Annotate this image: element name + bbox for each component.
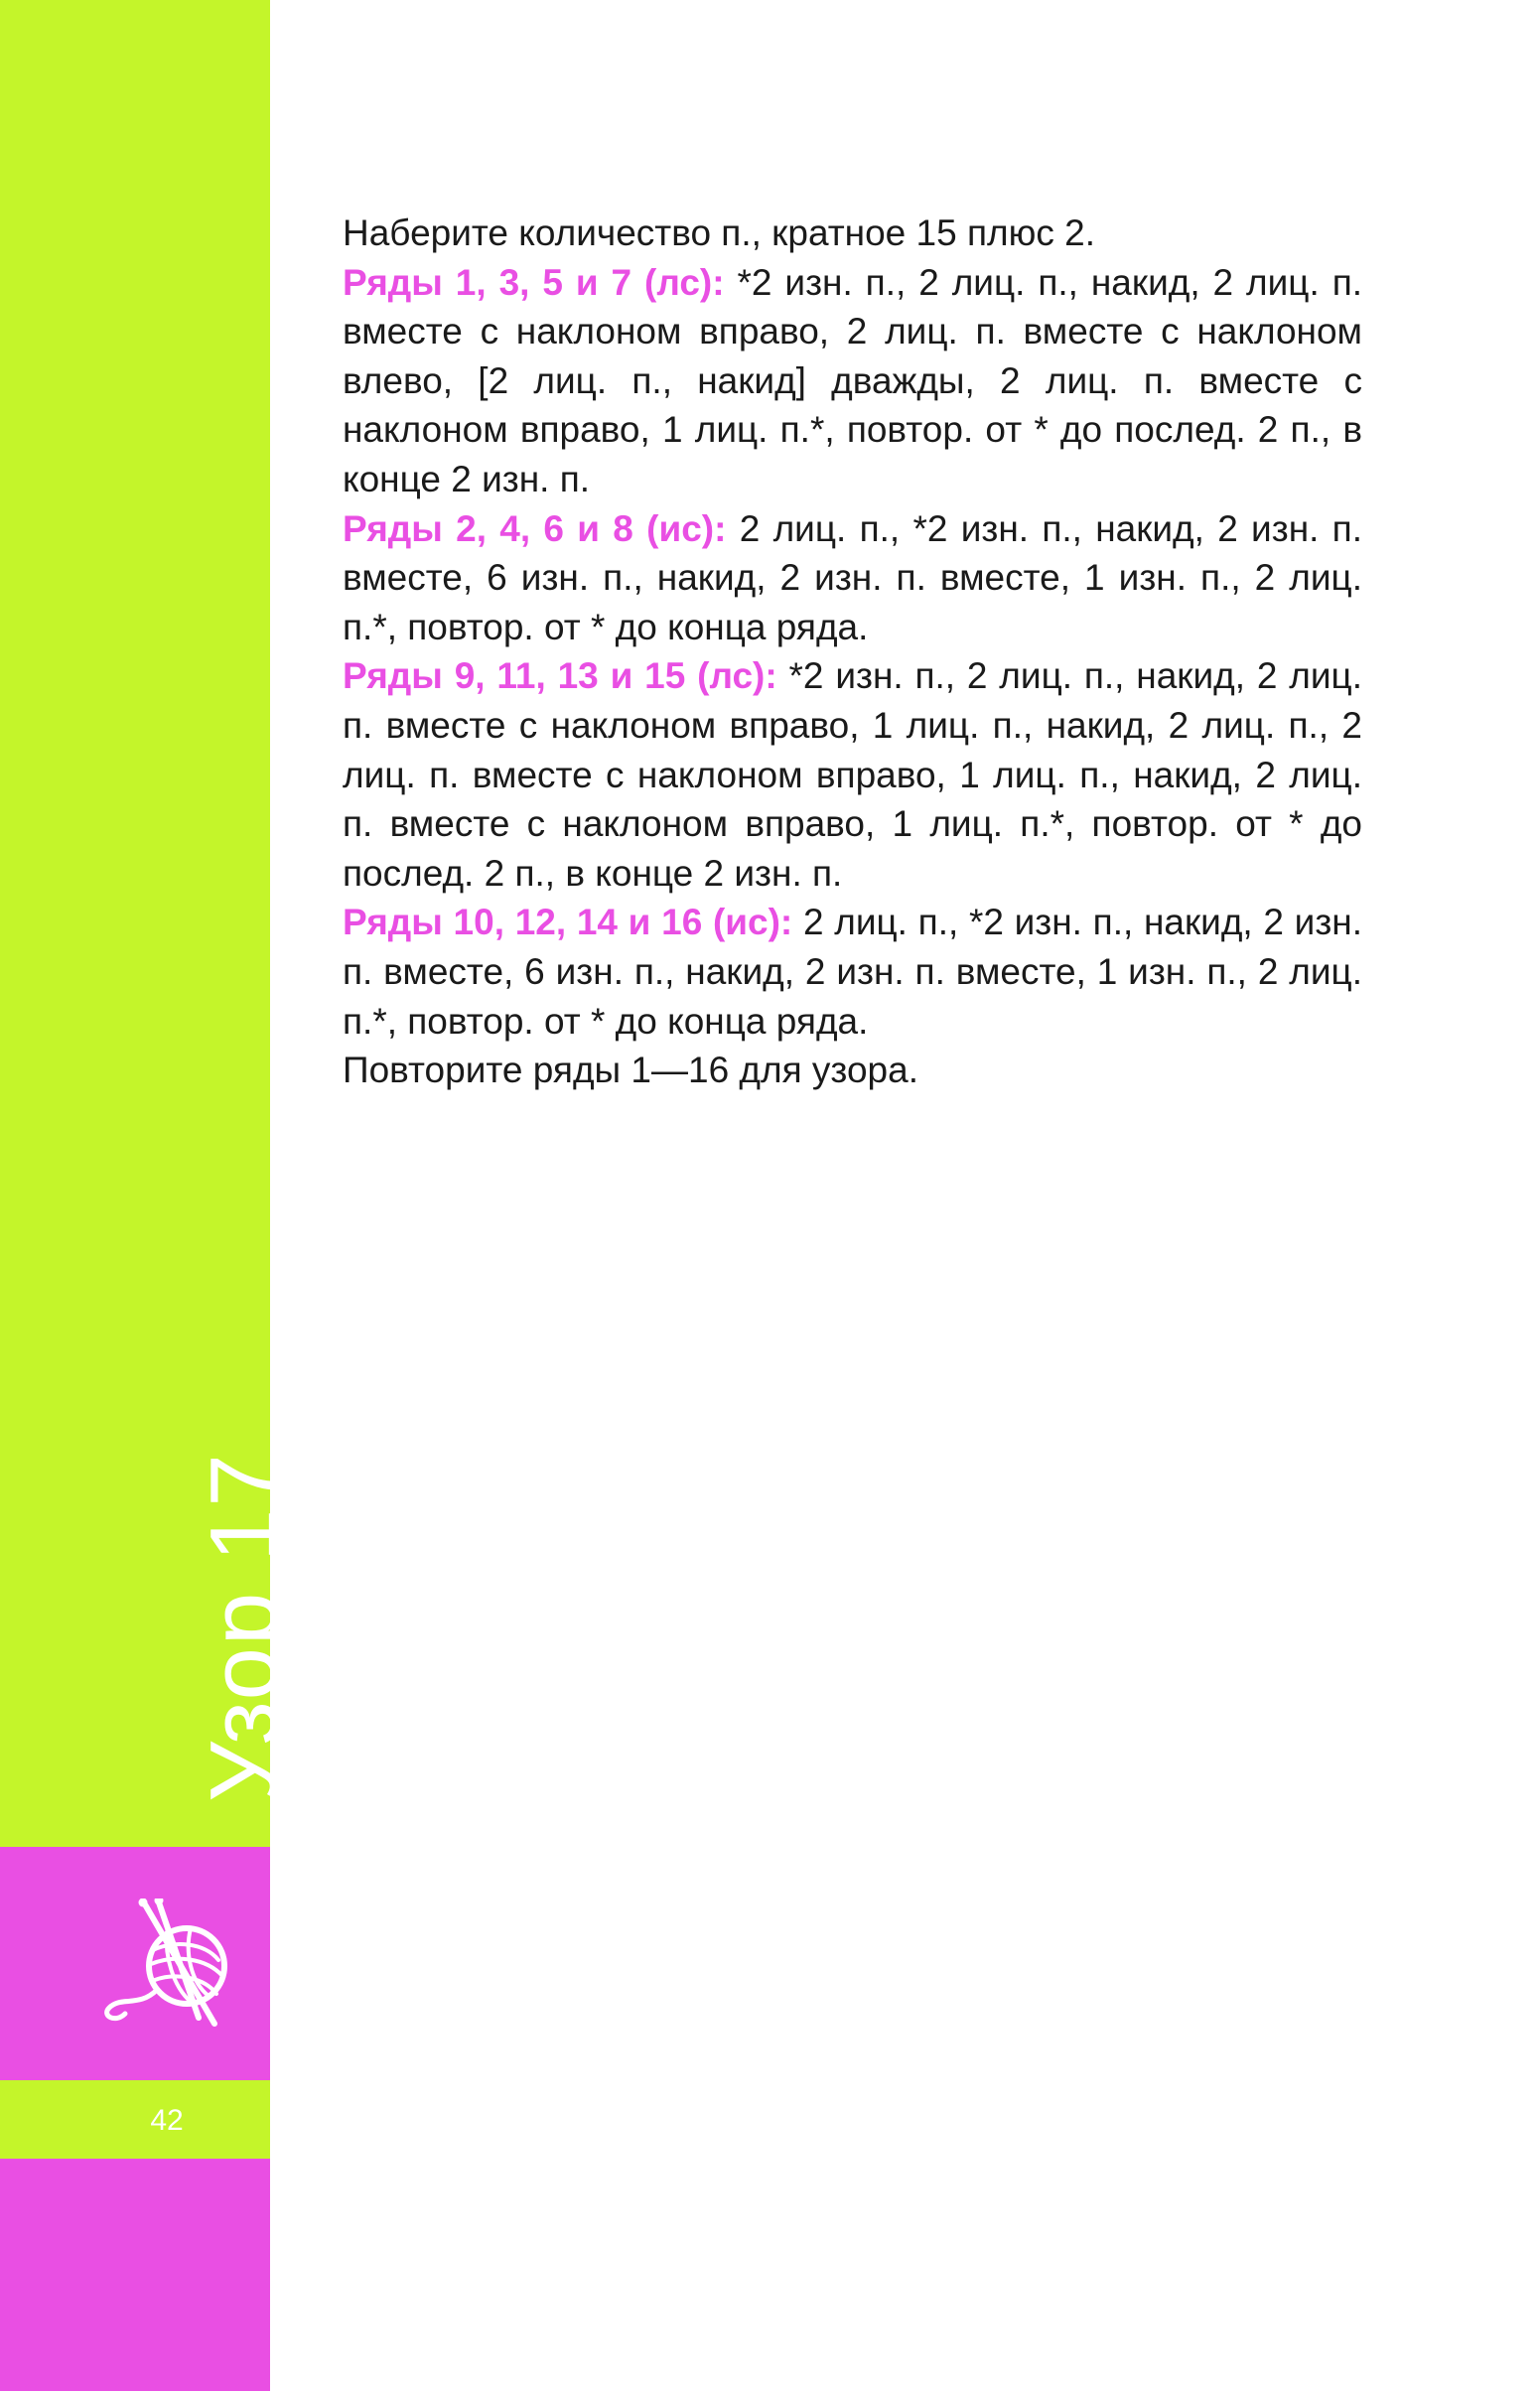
yarn-ball-with-needles-icon xyxy=(95,1899,244,2028)
sidebar xyxy=(0,0,297,2391)
repeat-instruction: Повторите ряды 1—16 для узора. xyxy=(343,1050,918,1091)
row-instruction xyxy=(343,651,1362,898)
sidebar-bottom-pink-band xyxy=(0,2159,270,2391)
row-label: Ряды 2, 4, 6 и 8 (ис): xyxy=(343,507,727,549)
row-text: 2 лиц. п., *2 изн. п., накид, 2 изн. п. вместе, 6 изн. п., накид, 2 изн. п. вместе, 1 изн. п., 2 лиц. п.*, повтор. от * до конца ряда. xyxy=(343,902,1363,1042)
row-text: *2 изн. п., 2 лиц. п., накид, 2 лиц. п. вместе с наклоном вправо, 1 лиц. п., накид, 2 лиц. п., 2 лиц. п. вместе с наклоном вправо, 1 лиц. п., накид, 2 лиц. п. вместе с наклоном вправо, 1 лиц. п.*, повтор. от * до послед. 2 п., в конце 2 изн. п. xyxy=(343,655,1362,894)
row-instruction xyxy=(343,258,1362,504)
row-text: *2 изн. п., 2 лиц. п., накид, 2 лиц. п. вместе с наклоном вправо, 2 лиц. п. вместе с наклоном влево, [2 лиц. п., накид] дважды, 2 лиц. п. вместе с наклоном вправо, 1 лиц. п.*, повтор. от * до послед. 2 п., в конце 2 изн. п. xyxy=(343,261,1363,499)
row-text: 2 лиц. п., *2 изн. п., накид, 2 изн. п. вместе, 6 изн. п., накид, 2 изн. п. вместе, 1 изн. п., 2 лиц. п.*, повтор. от * до конца ряда. xyxy=(343,507,1362,647)
row-instruction xyxy=(343,504,1362,652)
row-label: Ряды 9, 11, 13 и 15 (лс): xyxy=(343,655,777,697)
page-number: 42 xyxy=(150,2104,184,2137)
pattern-instructions xyxy=(343,209,1362,1095)
pattern-title: Узор 17 xyxy=(191,1452,297,1802)
row-label: Ряды 1, 3, 5 и 7 (лс): xyxy=(343,261,725,303)
cast-on-instruction: Наберите количество п., кратное 15 плюс 2. xyxy=(343,212,1095,253)
row-label: Ряды 10, 12, 14 и 16 (ис): xyxy=(343,902,793,943)
row-instruction xyxy=(343,898,1362,1046)
